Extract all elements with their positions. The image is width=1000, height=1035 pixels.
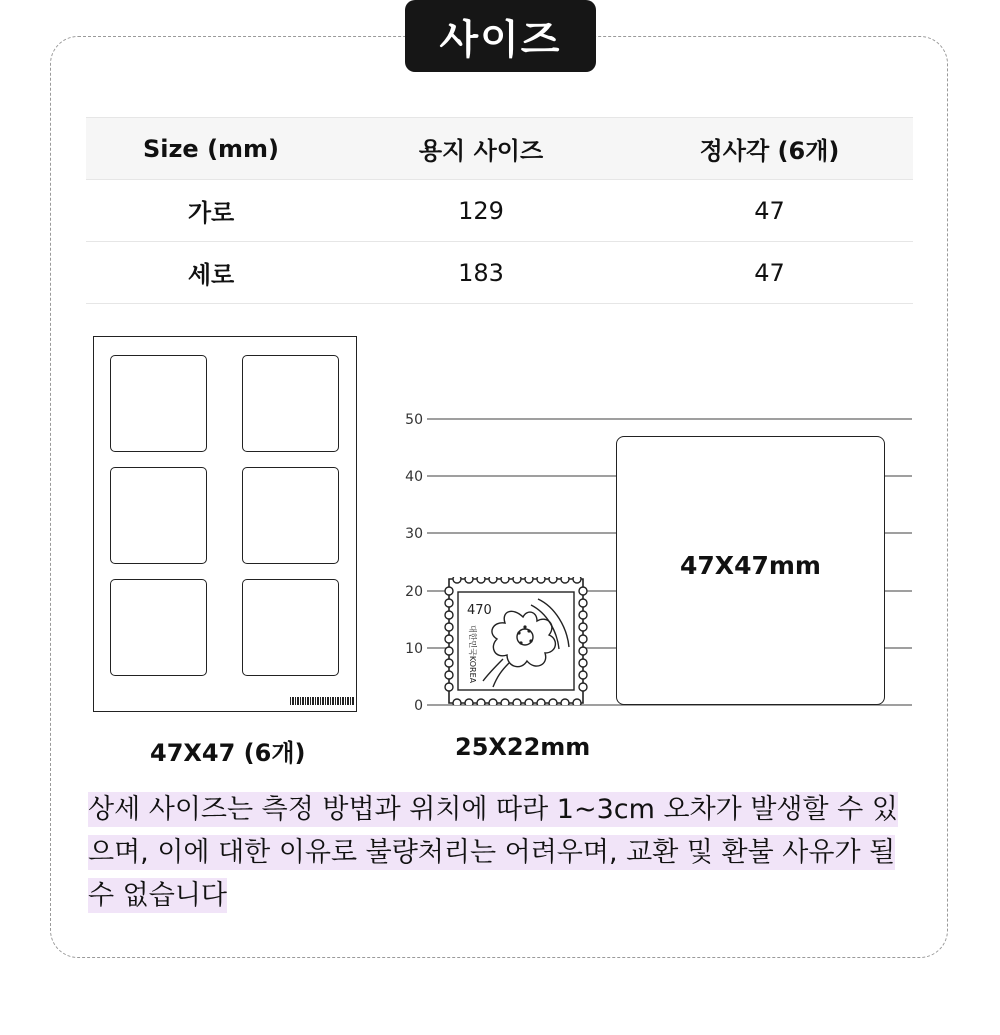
sheet-caption: 47X47 (6개): [150, 739, 306, 767]
tick-label: 20: [405, 584, 423, 600]
cell-paper-width: 129: [336, 180, 626, 242]
tick-label: 10: [405, 641, 423, 657]
sticker-sheet-diagram: [93, 336, 357, 712]
sticker-cell: [242, 467, 339, 564]
disclaimer-text: 상세 사이즈는 측정 방법과 위치에 따라 1~3cm 오차가 발생할 수 있으며, 이에 대한 이유로 불량처리는 어려우며, 교환 및 환불 사유가 될 수 없습니다: [88, 794, 898, 911]
stamp-value: 470: [467, 603, 492, 618]
tick-label: 30: [405, 526, 423, 542]
sticker-cell: [242, 579, 339, 676]
tick-label: 40: [405, 469, 423, 485]
sticker-cell: [110, 355, 207, 452]
table-header-row: [86, 118, 913, 180]
barcode-icon: [290, 697, 354, 705]
size-disclaimer: [88, 788, 918, 917]
cell-square-width: 47: [626, 180, 913, 242]
tick-label: 50: [405, 412, 423, 428]
postage-stamp-icon: [443, 577, 589, 705]
header-size: Size (mm): [86, 118, 336, 180]
header-square: 정사각 (6개): [626, 118, 913, 180]
table-row: [86, 180, 913, 242]
stamp-caption: 25X22mm: [455, 733, 591, 761]
square-size-label: 47X47mm: [680, 551, 821, 580]
size-table: [86, 117, 913, 304]
cell-paper-height: 183: [336, 242, 626, 304]
row-label-width: 가로: [86, 180, 336, 242]
sticker-cell: [110, 579, 207, 676]
tick-label: 0: [414, 698, 423, 714]
sticker-cell: [110, 467, 207, 564]
square-sticker-outline: [616, 436, 885, 705]
section-title: 사이즈: [405, 0, 596, 72]
row-label-height: 세로: [86, 242, 336, 304]
header-paper-size: 용지 사이즈: [336, 118, 626, 180]
cell-square-height: 47: [626, 242, 913, 304]
stamp-country: 대한민국KOREA: [468, 625, 477, 684]
sticker-cell: [242, 355, 339, 452]
table-row: [86, 242, 913, 304]
